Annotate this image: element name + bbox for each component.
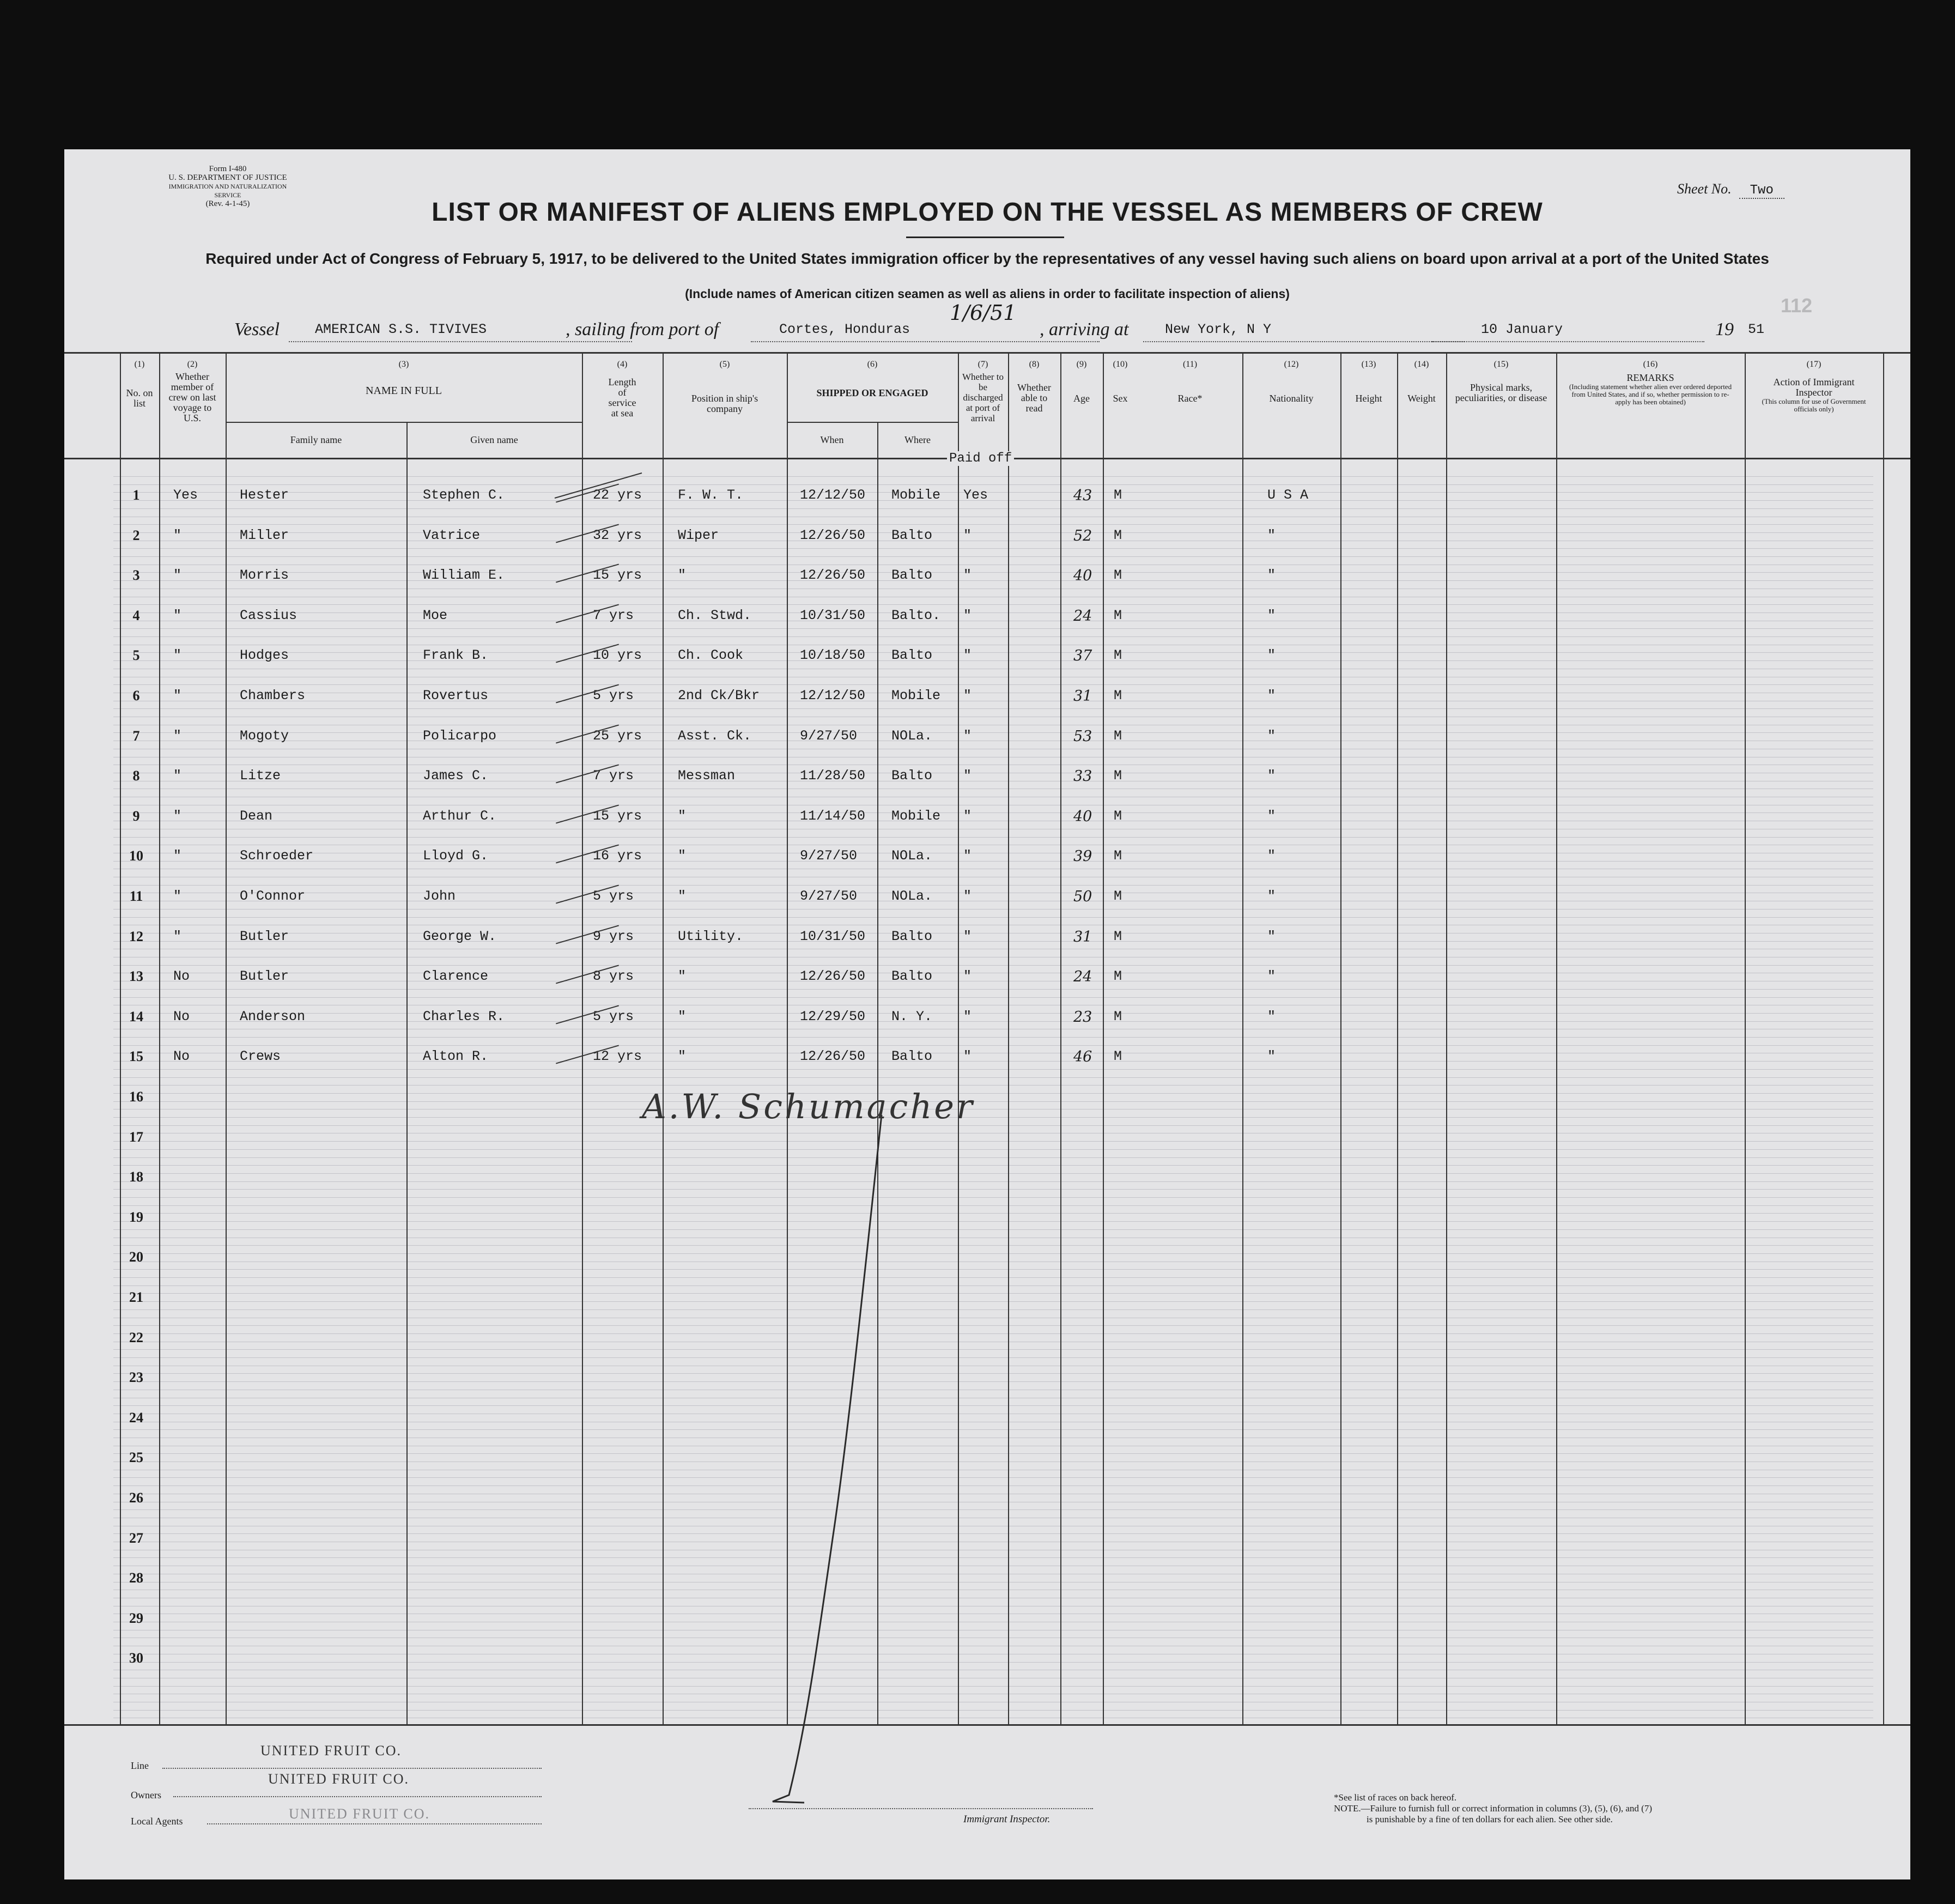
cell-where: Balto [891, 567, 933, 584]
col-7-label: Whether to be discharged at port of arrival [962, 372, 1004, 423]
cell-service: 5 yrs [593, 688, 634, 704]
row-number: 12 [129, 928, 143, 944]
agents-value: UNITED FRUIT CO. [289, 1806, 430, 1822]
row-number: 30 [129, 1650, 143, 1666]
vessel-name: AMERICAN S.S. TIVIVES [315, 322, 487, 337]
owners-label: Owners [131, 1790, 161, 1800]
col-6-where-label: Where [904, 434, 931, 445]
signature-stroke [773, 1115, 882, 1803]
footer-note-3: is punishable by a fine of ten dollars for each alien. See other side. [1367, 1814, 1613, 1824]
cell-family-name: O'Connor [240, 888, 306, 904]
handwritten-date: 1/6/51 [950, 301, 1017, 325]
col-16-label: REMARKS [1626, 372, 1674, 383]
cell-service: 22 yrs [593, 487, 642, 503]
cell-sex: M [1114, 647, 1122, 664]
cell-given-name: Policarpo [423, 727, 497, 744]
cell-given-name: Lloyd G. [423, 848, 489, 864]
col-10-number: (10) [1113, 360, 1128, 369]
cell-where: Balto [891, 968, 933, 985]
cell-where: N. Y. [891, 1008, 933, 1024]
cell-when: 9/27/50 [800, 727, 858, 744]
col-15-number: (15) [1493, 360, 1509, 369]
row-number: 8 [132, 768, 140, 784]
col-3-label: NAME IN FULL [366, 385, 442, 397]
line-dotted-rule [162, 1768, 542, 1769]
cell-nationality: " [1267, 727, 1276, 744]
col-3-number: (3) [398, 360, 409, 369]
form-dept: U. S. DEPARTMENT OF JUSTICE [168, 173, 287, 182]
cell-last-voyage: " [173, 928, 182, 944]
cell-service: 25 yrs [593, 727, 642, 744]
col-10-label: Sex [1113, 393, 1128, 404]
cell-when: 12/12/50 [800, 688, 866, 704]
cell-where: Mobile [891, 808, 941, 824]
cell-sex: M [1114, 808, 1122, 824]
sheet-number-value: Two [1739, 183, 1784, 199]
cell-family-name: Anderson [240, 1008, 306, 1024]
cell-service: 15 yrs [593, 808, 642, 824]
cell-discharged: " [963, 688, 972, 704]
cell-sex: M [1114, 1008, 1122, 1024]
row-number: 14 [129, 1008, 143, 1024]
row-number: 20 [129, 1249, 143, 1265]
col-2-number: (2) [187, 360, 198, 369]
cell-given-name: Arthur C. [423, 808, 497, 824]
arrival-year: 51 [1748, 322, 1765, 337]
col-17-number: (17) [1806, 360, 1822, 369]
cell-nationality: " [1267, 527, 1276, 543]
cell-where: Balto [891, 527, 933, 543]
row-number: 16 [129, 1089, 143, 1105]
cell-nationality: " [1267, 808, 1276, 824]
cell-where: NOLa. [891, 848, 933, 864]
cell-where: Balto [891, 768, 933, 784]
cell-when: 12/26/50 [800, 527, 866, 543]
cell-given-name: Alton R. [423, 1048, 489, 1065]
col-3-family-label: Family name [290, 434, 342, 445]
cell-given-name: Rovertus [423, 688, 489, 704]
cell-discharged: " [963, 527, 972, 543]
cell-last-voyage: " [173, 848, 182, 864]
cell-given-name: Clarence [423, 968, 489, 985]
owners-dotted-rule [173, 1796, 542, 1797]
cell-family-name: Miller [240, 527, 289, 543]
cell-family-name: Mogoty [240, 727, 289, 744]
cell-service: 7 yrs [593, 768, 634, 784]
line-value: UNITED FRUIT CO. [260, 1743, 402, 1759]
row-number: 5 [132, 647, 140, 664]
cell-position: Ch. Stwd. [678, 607, 752, 623]
cell-where: Balto [891, 928, 933, 944]
cell-given-name: Vatrice [423, 527, 481, 543]
arriving-label: , arriving at [1040, 319, 1129, 339]
col-5-number: (5) [719, 360, 730, 369]
cell-when: 12/29/50 [800, 1008, 866, 1024]
row-number: 25 [129, 1450, 143, 1466]
cell-last-voyage: Yes [173, 487, 198, 503]
slash-mark [555, 473, 642, 498]
cell-discharged: " [963, 567, 972, 584]
cell-sex: M [1114, 928, 1122, 944]
cell-service: 32 yrs [593, 527, 642, 543]
cell-where: Balto [891, 647, 933, 664]
col-5-label: Position in ship's company [691, 393, 758, 414]
cell-where: NOLa. [891, 727, 933, 744]
col-15-label: Physical marks, peculiarities, or disease [1455, 382, 1547, 403]
cell-sex: M [1114, 688, 1122, 704]
cell-age: 37 [1073, 647, 1092, 665]
col-13-number: (13) [1361, 360, 1376, 369]
cell-discharged: " [963, 888, 972, 904]
col-1-number: (1) [134, 360, 145, 369]
row-number: 1 [132, 487, 140, 503]
cell-when: 12/12/50 [800, 487, 866, 503]
col-14-number: (14) [1414, 360, 1429, 369]
col-17-label: Action of Immigrant Inspector [1773, 377, 1855, 398]
cell-family-name: Hodges [240, 647, 289, 664]
cell-family-name: Crews [240, 1048, 281, 1065]
cell-nationality: " [1267, 888, 1276, 904]
form-number: Form I-480 [209, 165, 247, 173]
cell-when: 9/27/50 [800, 848, 858, 864]
cell-discharged: " [963, 647, 972, 664]
inspector-dotted-rule [749, 1808, 1093, 1809]
footer-note-2: NOTE.—Failure to furnish full or correct information in columns (3), (5), (6), and (7) [1334, 1803, 1652, 1814]
cell-discharged: " [963, 607, 972, 623]
cell-last-voyage: " [173, 768, 182, 784]
footer-note-1: *See list of races on back hereof. [1334, 1792, 1457, 1803]
cell-nationality: " [1267, 968, 1276, 985]
cell-service: 12 yrs [593, 1048, 642, 1065]
page-subnote: (Include names of American citizen seamen as well as aliens in order to facilitate inspection of aliens) [685, 287, 1290, 301]
cell-discharged: " [963, 727, 972, 744]
cell-service: 5 yrs [593, 1008, 634, 1024]
cell-age: 46 [1073, 1048, 1092, 1066]
col-3-given-label: Given name [470, 434, 518, 445]
cell-age: 24 [1073, 968, 1092, 986]
arrival-port: New York, N Y [1165, 322, 1272, 337]
cell-discharged: " [963, 968, 972, 985]
cell-age: 31 [1073, 688, 1092, 705]
col-4-number: (4) [617, 360, 628, 369]
cell-when: 10/18/50 [800, 647, 866, 664]
cell-service: 16 yrs [593, 848, 642, 864]
col-11-label: Race* [1177, 393, 1203, 404]
cell-age: 52 [1073, 527, 1092, 544]
col-9-label: Age [1073, 393, 1090, 404]
paid-off-note: Paid off [947, 451, 1014, 466]
cell-age: 40 [1073, 567, 1092, 585]
cell-discharged: " [963, 848, 972, 864]
vessel-label: Vessel [234, 319, 280, 339]
col-6-number: (6) [867, 360, 878, 369]
row-number: 24 [129, 1409, 143, 1426]
cell-nationality: " [1267, 607, 1276, 623]
cell-family-name: Cassius [240, 607, 298, 623]
col-17-sublabel: (This column for use of Government officials only) [1762, 397, 1866, 413]
cell-family-name: Chambers [240, 688, 306, 704]
row-number: 22 [129, 1329, 143, 1345]
row-number: 11 [129, 888, 143, 904]
cell-position: " [678, 888, 687, 904]
cell-position: " [678, 1008, 687, 1024]
cell-discharged: " [963, 1048, 972, 1065]
cell-sex: M [1114, 567, 1122, 584]
cell-last-voyage: " [173, 567, 182, 584]
row-number: 17 [129, 1129, 143, 1145]
cell-family-name: Litze [240, 768, 281, 784]
col-6-label: SHIPPED OR ENGAGED [816, 387, 928, 398]
footer-notes [1334, 1792, 1652, 1825]
cell-position: " [678, 567, 687, 584]
cell-sex: M [1114, 848, 1122, 864]
cell-position: Messman [678, 768, 736, 784]
cell-when: 11/28/50 [800, 768, 866, 784]
row-number: 29 [129, 1610, 143, 1626]
cell-position: " [678, 808, 687, 824]
cell-last-voyage: No [173, 1048, 190, 1065]
cell-service: 10 yrs [593, 647, 642, 664]
cell-position: " [678, 968, 687, 985]
year-prefix: 19 [1715, 319, 1734, 339]
cell-service: 15 yrs [593, 567, 642, 584]
cell-nationality: " [1267, 688, 1276, 704]
sailing-label: , sailing from port of [566, 319, 719, 339]
cell-given-name: James C. [423, 768, 489, 784]
cell-where: Mobile [891, 487, 941, 503]
col-6-when-label: When [820, 434, 844, 445]
cell-position: 2nd Ck/Bkr [678, 688, 760, 704]
cell-age: 23 [1073, 1008, 1092, 1026]
stamp-number: 112 [1781, 294, 1813, 317]
cell-sex: M [1114, 968, 1122, 985]
col-16-number: (16) [1643, 360, 1658, 369]
cell-position: Ch. Cook [678, 647, 744, 664]
departure-port: Cortes, Honduras [779, 322, 910, 337]
cell-where: Mobile [891, 688, 941, 704]
cell-discharged: " [963, 808, 972, 824]
cell-where: Balto. [891, 607, 941, 623]
cell-sex: M [1114, 607, 1122, 623]
col-14-label: Weight [1407, 393, 1436, 404]
cell-discharged: Yes [963, 487, 988, 503]
col-1-label: No. on list [126, 387, 153, 409]
cell-position: Utility. [678, 928, 744, 944]
cell-given-name: Moe [423, 607, 448, 623]
row-number: 6 [132, 688, 140, 704]
row-number: 9 [132, 808, 140, 824]
col-8-label: Whether able to read [1017, 382, 1051, 414]
cell-nationality: " [1267, 1048, 1276, 1065]
col-13-label: Height [1355, 393, 1382, 404]
cell-sex: M [1114, 727, 1122, 744]
cell-nationality: U S A [1267, 487, 1309, 503]
signature: A.W. Schumacher [642, 1087, 975, 1126]
row-number: 21 [129, 1289, 143, 1305]
row-number: 13 [129, 968, 143, 985]
cell-nationality: " [1267, 647, 1276, 664]
cell-given-name: Frank B. [423, 647, 489, 664]
cell-when: 12/26/50 [800, 1048, 866, 1065]
cell-age: 31 [1073, 928, 1092, 945]
cell-where: NOLa. [891, 888, 933, 904]
sheet-number-label: Sheet No. [1677, 181, 1732, 197]
cell-age: 43 [1073, 487, 1092, 504]
row-number: 10 [129, 848, 143, 864]
cell-when: 11/14/50 [800, 808, 866, 824]
cell-last-voyage: " [173, 647, 182, 664]
cell-nationality: " [1267, 1008, 1276, 1024]
col-12-label: Nationality [1269, 393, 1314, 404]
cell-when: 12/26/50 [800, 968, 866, 985]
row-number: 15 [129, 1048, 143, 1065]
col-9-number: (9) [1076, 360, 1087, 369]
row-number: 19 [129, 1209, 143, 1225]
cell-position: " [678, 848, 687, 864]
cell-age: 50 [1073, 888, 1092, 905]
cell-discharged: " [963, 1008, 972, 1024]
cell-family-name: Dean [240, 808, 273, 824]
arrival-date: 10 January [1481, 322, 1563, 337]
cell-service: 8 yrs [593, 968, 634, 985]
cell-nationality: " [1267, 848, 1276, 864]
cell-last-voyage: " [173, 727, 182, 744]
col-11-number: (11) [1182, 360, 1198, 369]
form-service: IMMIGRATION AND NATURALIZATION SERVICE [168, 183, 287, 199]
inspector-label: Immigrant Inspector. [963, 1814, 1051, 1825]
cell-when: 12/26/50 [800, 567, 866, 584]
row-number: 18 [129, 1169, 143, 1185]
page-title: LIST OR MANIFEST OF ALIENS EMPLOYED ON THE VESSEL AS MEMBERS OF CREW [432, 198, 1543, 227]
row-number: 7 [132, 727, 140, 744]
cell-family-name: Butler [240, 968, 289, 985]
cell-given-name: William E. [423, 567, 505, 584]
owners-value: UNITED FRUIT CO. [268, 1771, 410, 1787]
cell-when: 10/31/50 [800, 928, 866, 944]
row-number: 2 [132, 527, 140, 543]
cell-sex: M [1114, 1048, 1122, 1065]
cell-position: Asst. Ck. [678, 727, 752, 744]
cell-last-voyage: No [173, 968, 190, 985]
cell-when: 9/27/50 [800, 888, 858, 904]
cell-last-voyage: " [173, 808, 182, 824]
col-2-label: Whether member of crew on last voyage to U.S. [168, 371, 216, 423]
row-number: 23 [129, 1369, 143, 1386]
manifest-sheet [64, 149, 1910, 1879]
cell-position: F. W. T. [678, 487, 744, 503]
cell-sex: M [1114, 487, 1122, 503]
cell-last-voyage: " [173, 688, 182, 704]
col-7-number: (7) [977, 360, 988, 369]
cell-age: 33 [1073, 768, 1092, 785]
cell-nationality: " [1267, 928, 1276, 944]
cell-family-name: Hester [240, 487, 289, 503]
cell-service: 7 yrs [593, 607, 634, 623]
cell-age: 39 [1073, 848, 1092, 865]
cell-sex: M [1114, 768, 1122, 784]
cell-last-voyage: " [173, 888, 182, 904]
agents-label: Local Agents [131, 1816, 183, 1827]
cell-last-voyage: " [173, 607, 182, 623]
page-subtitle: Required under Act of Congress of February 5, 1917, to be delivered to the United States immigration officer by the representatives of any vessel having such aliens on board upon arrival at a port of the United States [205, 250, 1769, 267]
row-number: 26 [129, 1490, 143, 1506]
cell-position: " [678, 1048, 687, 1065]
row-number: 4 [132, 607, 140, 623]
col-16-sublabel: (Including statement whether alien ever ordered deported from United States, and if so, whether permission to re-apply has been obtained) [1569, 383, 1732, 406]
cell-given-name: Charles R. [423, 1008, 505, 1024]
cell-last-voyage: No [173, 1008, 190, 1024]
cell-given-name: Stephen C. [423, 487, 505, 503]
cell-given-name: John [423, 888, 456, 904]
col-8-number: (8) [1029, 360, 1040, 369]
cell-nationality: " [1267, 567, 1276, 584]
cell-family-name: Butler [240, 928, 289, 944]
cell-service: 9 yrs [593, 928, 634, 944]
signature-mark [64, 149, 1910, 1879]
cell-discharged: " [963, 768, 972, 784]
cell-age: 24 [1073, 607, 1092, 624]
row-number: 28 [129, 1570, 143, 1586]
col-12-number: (12) [1284, 360, 1299, 369]
row-number: 3 [132, 567, 140, 584]
cell-family-name: Morris [240, 567, 289, 584]
cell-service: 5 yrs [593, 888, 634, 904]
cell-sex: M [1114, 527, 1122, 543]
cell-family-name: Schroeder [240, 848, 314, 864]
cell-sex: M [1114, 888, 1122, 904]
cell-position: Wiper [678, 527, 719, 543]
cell-last-voyage: " [173, 527, 182, 543]
cell-discharged: " [963, 928, 972, 944]
cell-age: 53 [1073, 727, 1092, 745]
row-number: 27 [129, 1530, 143, 1546]
line-label: Line [131, 1760, 149, 1771]
cell-age: 40 [1073, 808, 1092, 825]
cell-when: 10/31/50 [800, 607, 866, 623]
col-4-label: Length of service at sea [608, 377, 636, 419]
cell-nationality: " [1267, 768, 1276, 784]
agents-dotted-rule [207, 1823, 542, 1824]
cell-where: Balto [891, 1048, 933, 1065]
cell-given-name: George W. [423, 928, 497, 944]
form-rev: (Rev. 4-1-45) [205, 199, 250, 208]
